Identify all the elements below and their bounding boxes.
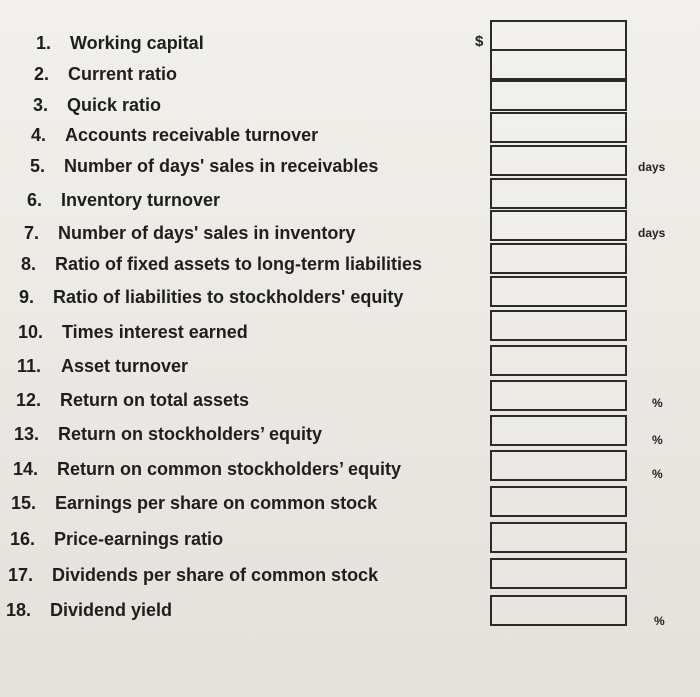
- answer-box-asset-turnover[interactable]: [490, 345, 627, 376]
- answer-box-pe-ratio[interactable]: [490, 522, 627, 553]
- ratio-label: Inventory turnover: [61, 190, 221, 210]
- answer-box-return-stockholders-equity[interactable]: [490, 415, 627, 446]
- unit-percent-return-assets: %: [652, 396, 663, 410]
- ratio-label: Working capital: [70, 33, 204, 53]
- ratio-number: 7.: [24, 223, 40, 243]
- ratio-item-return-total-assets: [16, 387, 249, 413]
- ratio-number: 16.: [10, 529, 36, 549]
- ratio-number: 9.: [19, 287, 35, 307]
- answer-box-days-sales-receivables[interactable]: [490, 145, 627, 176]
- ratio-item-liabilities-equity: [19, 284, 403, 310]
- unit-percent-return-common: %: [652, 467, 663, 481]
- ratio-label: Ratio of fixed assets to long-term liabilities: [55, 254, 423, 274]
- ratio-item-return-stockholders-equity: [14, 421, 322, 447]
- answer-box-ar-turnover[interactable]: [490, 112, 627, 143]
- ratio-number: 17.: [8, 565, 34, 585]
- ratio-number: 3.: [33, 95, 49, 115]
- ratio-number: 2.: [34, 64, 50, 84]
- answer-box-return-total-assets[interactable]: [490, 380, 627, 411]
- ratio-label: Quick ratio: [67, 95, 162, 115]
- ratio-label: Dividend yield: [50, 600, 173, 620]
- unit-percent-return-equity: %: [652, 433, 663, 447]
- ratio-label: Return on total assets: [60, 390, 250, 410]
- ratio-item-days-sales-receivables: [30, 153, 378, 179]
- ratio-item-return-common-equity: [13, 456, 401, 482]
- ratio-number: 1.: [36, 33, 52, 53]
- answer-box-quick-ratio[interactable]: [490, 80, 627, 111]
- ratio-number: 11.: [17, 356, 42, 376]
- ratio-label: Asset turnover: [61, 356, 189, 376]
- ratio-item-quick-ratio: [33, 92, 161, 118]
- ratio-number: 8.: [21, 254, 37, 274]
- ratio-label: Earnings per share on common stock: [55, 493, 378, 513]
- answer-box-eps[interactable]: [490, 486, 627, 517]
- ratio-number: 5.: [30, 156, 46, 176]
- unit-dollar: $: [475, 33, 484, 50]
- ratio-item-eps: [11, 490, 377, 516]
- ratio-label: Number of days' sales in receivables: [64, 156, 379, 176]
- answer-grid: [490, 20, 627, 630]
- ratio-label: Dividends per share of common stock: [52, 565, 379, 585]
- ratio-label: Number of days' sales in inventory: [58, 223, 356, 243]
- answer-box-liabilities-equity[interactable]: [490, 276, 627, 307]
- unit-days-receivables: days: [638, 160, 666, 174]
- answer-box-times-interest-earned[interactable]: [490, 310, 627, 341]
- ratio-number: 14.: [13, 459, 39, 479]
- ratio-number: 6.: [27, 190, 43, 210]
- ratio-item-dividends-per-share: [8, 562, 378, 588]
- ratio-label: Accounts receivable turnover: [65, 125, 319, 145]
- ratio-item-inventory-turnover: [27, 187, 220, 213]
- answer-box-dividend-yield[interactable]: [490, 595, 627, 626]
- ratio-item-dividend-yield: [6, 597, 172, 623]
- answer-box-days-sales-inventory[interactable]: [490, 210, 627, 241]
- ratio-item-working-capital: [36, 30, 204, 56]
- ratio-item-asset-turnover: [17, 353, 188, 379]
- unit-percent-dividend-yield: %: [654, 614, 665, 628]
- answer-box-inventory-turnover[interactable]: [490, 178, 627, 209]
- ratio-label: Return on stockholders’ equity: [58, 424, 323, 444]
- ratio-label: Times interest earned: [62, 322, 248, 342]
- ratio-number: 12.: [16, 390, 42, 410]
- ratio-item-current-ratio: [34, 61, 177, 87]
- ratio-label: Return on common stockholders’ equity: [57, 459, 402, 479]
- unit-days-inventory: days: [638, 226, 666, 240]
- ratio-item-days-sales-inventory: [24, 220, 355, 246]
- ratio-label: Ratio of liabilities to stockholders' equity: [53, 287, 404, 307]
- ratio-item-fixed-assets-ltl: [21, 251, 422, 277]
- ratio-label: Price-earnings ratio: [54, 529, 224, 549]
- ratio-item-pe-ratio: [10, 526, 223, 552]
- answer-box-return-common-equity[interactable]: [490, 450, 627, 481]
- answer-box-working-capital[interactable]: [490, 20, 627, 51]
- ratio-number: 10.: [18, 322, 44, 342]
- answer-box-dividends-per-share[interactable]: [490, 558, 627, 589]
- ratio-item-times-interest-earned: [18, 319, 248, 345]
- ratio-number: 18.: [6, 600, 32, 620]
- ratio-item-ar-turnover: [31, 122, 318, 148]
- ratio-number: 13.: [14, 424, 40, 444]
- answer-box-current-ratio[interactable]: [490, 49, 627, 80]
- answer-box-fixed-assets-ltl[interactable]: [490, 243, 627, 274]
- ratio-number: 15.: [11, 493, 37, 513]
- ratio-label: Current ratio: [68, 64, 178, 84]
- ratio-number: 4.: [31, 125, 47, 145]
